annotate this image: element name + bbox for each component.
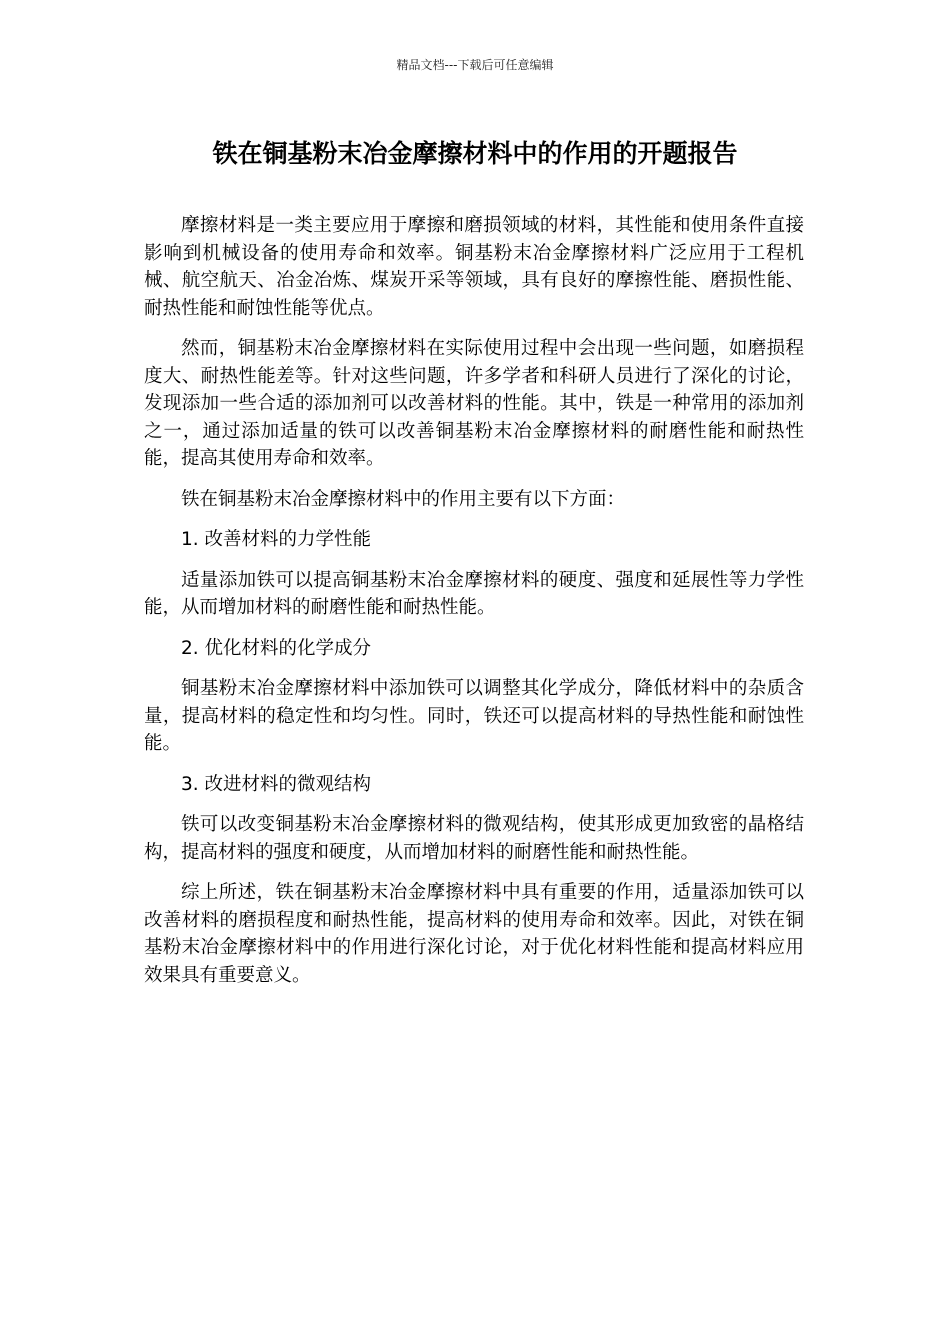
item-2-body: 铜基粉末冶金摩擦材料中添加铁可以调整其化学成分，降低材料中的杂质含量，提高材料的稳定性和均匀性。同时，铁还可以提高材料的导热性能和耐蚀性能。: [144, 678, 804, 754]
document-title: 铁在铜基粉末冶金摩擦材料中的作用的开题报告: [212, 139, 738, 168]
header-note: 精品文档---下载后可任意编辑: [396, 58, 554, 72]
item-3-body: 铁可以改变铜基粉末冶金摩擦材料的微观结构，使其形成更加致密的晶格结构，提高材料的强度和硬度，从而增加材料的耐磨性能和耐热性能。: [144, 814, 804, 863]
document-body: [144, 212, 804, 1002]
item-1-heading: 1. 改善材料的力学性能: [181, 529, 372, 550]
item-3-heading: 3. 改进材料的微观结构: [181, 773, 372, 795]
paragraph-problem: 然而，铜基粉末冶金摩擦材料在实际使用过程中会出现一些问题，如磨损程度大、耐热性能差等。针对这些问题，许多学者和科研人员进行了深化的讨论，发现添加一些合适的添加剂可以改善材料的性能。其中，铁是一种常用的添加剂之一，通过添加适量的铁可以改善铜基粉末冶金摩擦材料的耐磨性能和耐热性能，提高其使用寿命和效率。: [144, 338, 804, 469]
paragraph-conclusion: 综上所述，铁在铜基粉末冶金摩擦材料中具有重要的作用，适量添加铁可以改善材料的磨损程度和耐热性能，提高材料的使用寿命和效率。因此，对铁在铜基粉末冶金摩擦材料中的作用进行深化讨论，对于优化材料性能和提高材料应用效果具有重要意义。: [144, 882, 804, 986]
item-1-body: 适量添加铁可以提高铜基粉末冶金摩擦材料的硬度、强度和延展性等力学性能，从而增加材料的耐磨性能和耐热性能。: [144, 569, 804, 618]
paragraph-lead: 铁在铜基粉末冶金摩擦材料中的作用主要有以下方面：: [181, 488, 626, 510]
item-2-heading: 2. 优化材料的化学成分: [181, 637, 372, 659]
paragraph-intro: 摩擦材料是一类主要应用于摩擦和磨损领域的材料，其性能和使用条件直接影响到机械设备的使用寿命和效率。铜基粉末冶金摩擦材料广泛应用于工程机械、航空航天、冶金冶炼、煤炭开采等领域，具有良好的摩擦性能、磨损性能、耐热性能和耐蚀性能等优点。: [144, 215, 804, 319]
